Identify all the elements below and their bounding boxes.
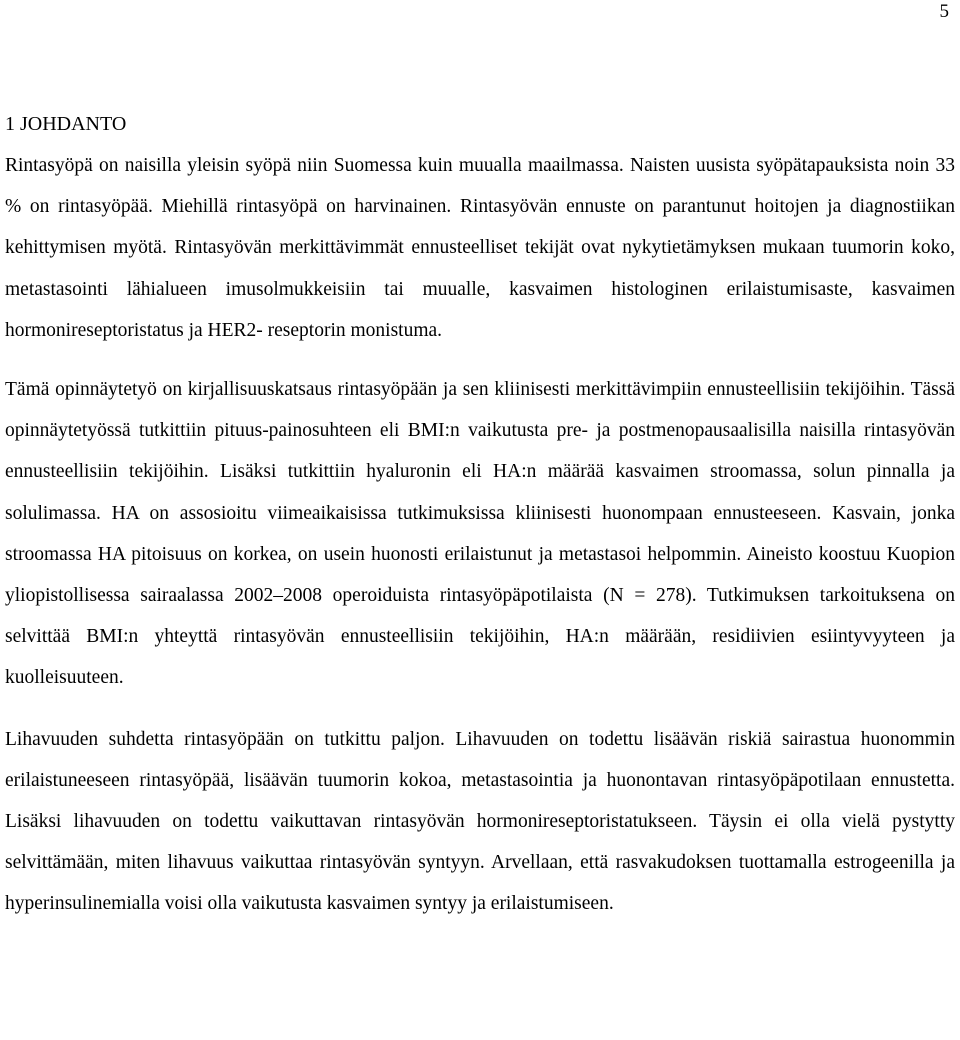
paragraph-introduction: Rintasyöpä on naisilla yleisin syöpä niin Suomessa kuin muualla maailmassa. Naisten uusista syöpätapauksista noin 33 % on rintasyöpää. Miehillä rintasyöpä on harvinainen. Rintasyövän ennuste on parantunut hoitojen ja diagnostiikan kehittymisen myötä. Rintasyövän merkittävimmät ennusteelliset tekijät ovat nykytietämyksen mukaan tuumorin koko, metastasointi lähialueen imusolmukkeisiin tai muualle, kasvaimen histologinen erilaistumisaste, kasvaimen hormonireseptoristatus ja HER2- reseptorin monistuma. [5,155,955,341]
document-body [5,104,955,925]
page-number: 5 [939,1,949,22]
paragraph-thesis-aim: Tämä opinnäytetyö on kirjallisuuskatsaus rintasyöpään ja sen kliinisesti merkittävimpiin ennusteellisiin tekijöihin. Tässä opinnäytetyössä tutkittiin pituus-painosuhteen eli BMI:n vaikutusta pre- ja postmenopausaalisilla naisilla rintasyövän ennusteellisiin tekijöihin. Lisäksi tutkittiin hyaluronin eli HA:n määrää kasvaimen stroomassa, solun pinnalla ja solulimassa. HA on assosioitu viimeaikaisissa tutkimuksissa kliinisesti huonompaan ennusteeseen. Kasvain, jonka stroomassa HA pitoisuus on korkea, on usein huonosti erilaistunut ja metastasoi helpommin. Aineisto koostuu Kuopion yliopistollisessa sairaalassa 2002–2008 operoiduista rintasyöpäpotilaista (N = 278). Tutkimuksen tarkoituksena on selvittää BMI:n yhteyttä rintasyövän ennusteellisiin tekijöihin, HA:n määrään, residiivien esiintyvyyteen ja kuolleisuuteen. [5,379,955,689]
section-heading: 1 JOHDANTO [5,113,127,135]
paragraph-obesity: Lihavuuden suhdetta rintasyöpään on tutkittu paljon. Lihavuuden on todettu lisäävän riskiä sairastua huonommin erilaistuneeseen rintasyöpää, lisäävän tuumorin kokoa, metastasointia ja huonontavan rintasyöpäpotilaan ennustetta. Lisäksi lihavuuden on todettu vaikuttavan rintasyövän hormonireseptoristatukseen. Täysin ei olla vielä pystytty selvittämään, miten lihavuus vaikuttaa rintasyövän syntyyn. Arvellaan, että rasvakudoksen tuottamalla estrogeenilla ja hyperinsulinemialla voisi olla vaikutusta kasvaimen syntyy ja erilaistumiseen. [5,728,955,915]
